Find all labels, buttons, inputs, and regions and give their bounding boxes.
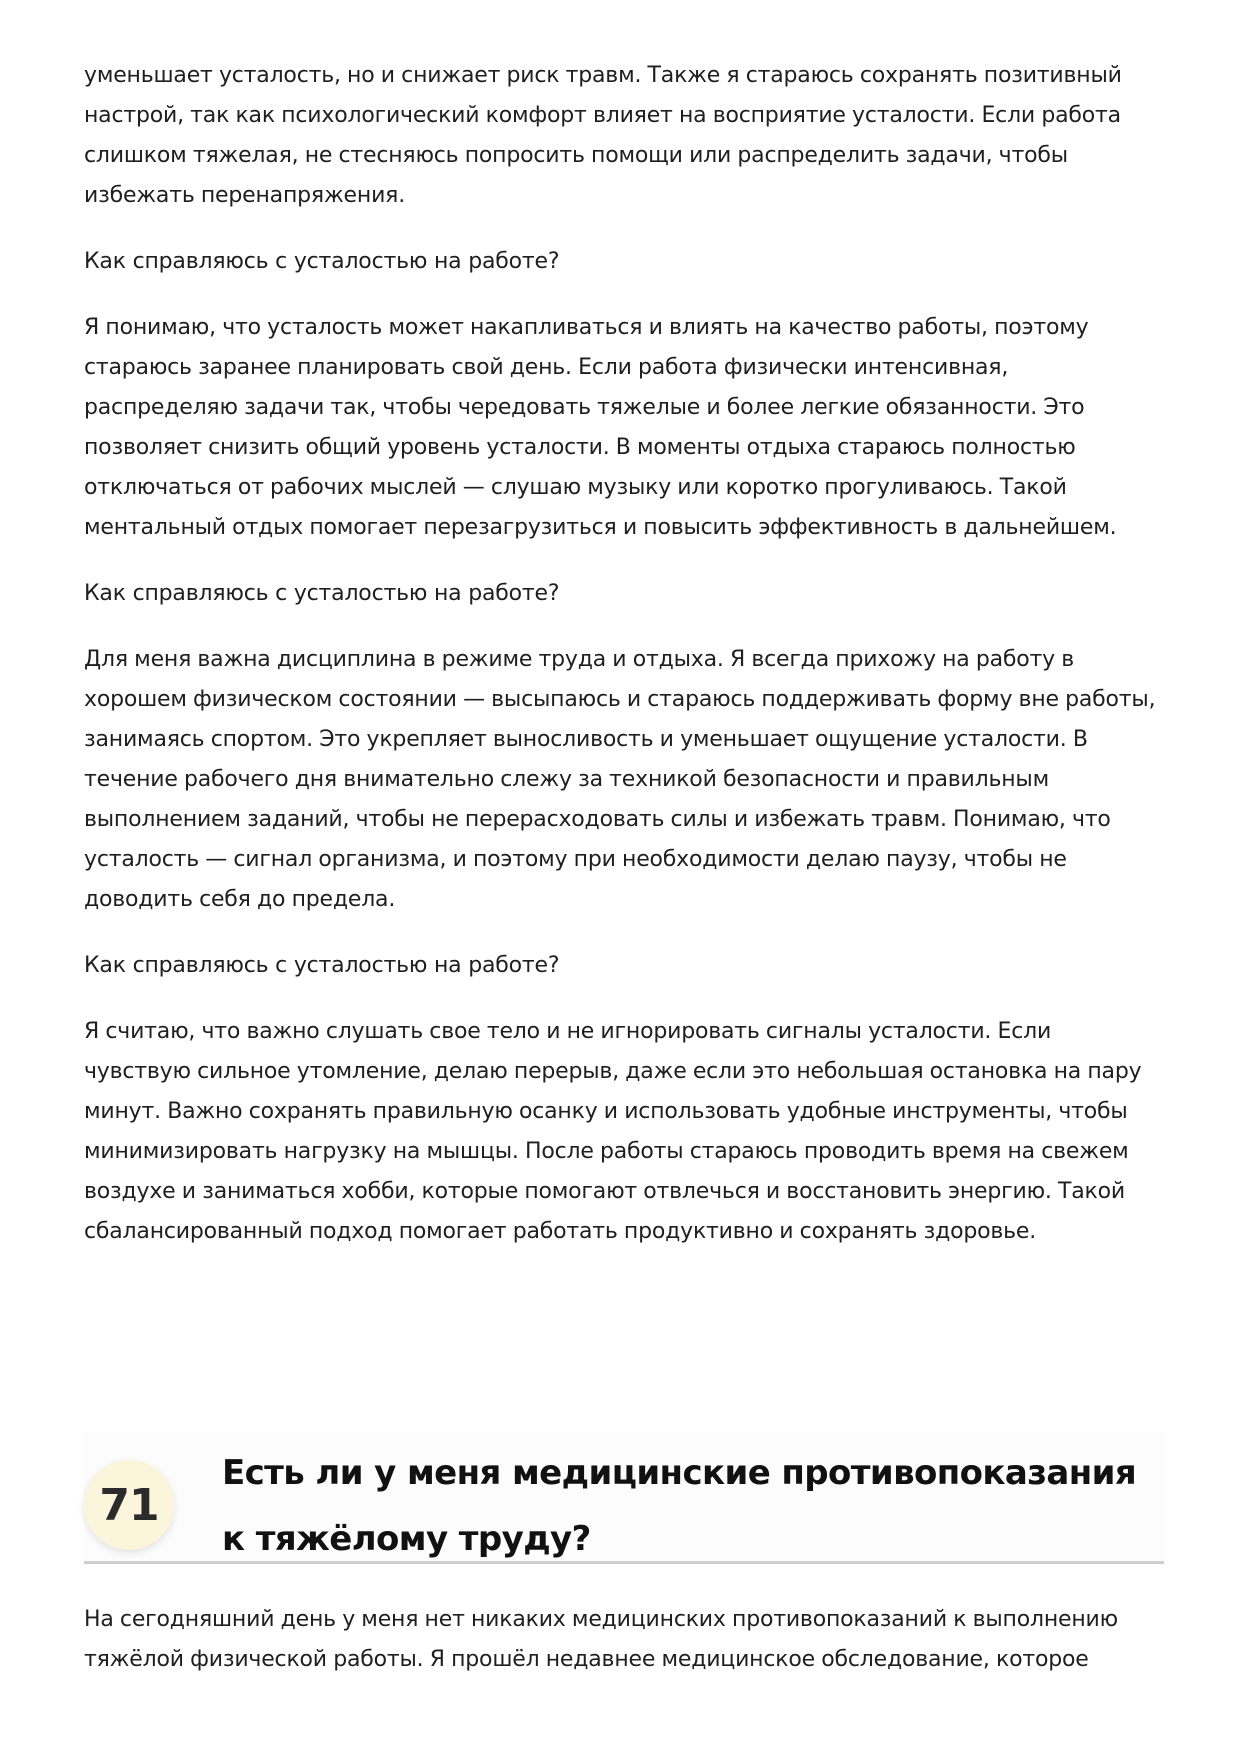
answer-paragraph: Я считаю, что важно слушать свое тело и не игнорировать сигналы усталости. Если чувствую сильное утомление, делаю перерыв, даже если это небольшая остановка на пару минут. Важно сохранять правильную осанку и использовать удобные инструменты, чтобы минимизировать нагрузку на мышцы. После работы стараюсь проводить время на свежем воздухе и заниматься хобби, которые помогают отвлечься и восстановить энергию. Такой сбалансированный подход помогает работать продуктивно и сохранять здоровье. <box>84 1019 1142 1244</box>
answer-paragraph: Для меня важна дисциплина в режиме труда и отдыха. Я всегда прихожу на работу в хорошем физическом состоянии — высыпаюсь и стараюсь поддерживать форму вне работы, занимаясь спортом. Это укрепляет выносливость и уменьшает ощущение усталости. В течение рабочего дня внимательно слежу за техникой безопасности и правильным выполнением заданий, чтобы не перерасходовать силы и избежать травм. Понимаю, что усталость — сигнал организма, и поэтому при необходимости делаю паузу, чтобы не доводить себя до предела. <box>84 647 1156 912</box>
section-header <box>84 1432 1164 1564</box>
document-body <box>84 56 1164 1278</box>
section-content <box>84 1600 1164 1706</box>
section-title: Есть ли у меня медицинские противопоказания к тяжёлому труду? <box>222 1453 1137 1559</box>
answer-paragraph: На сегодняшний день у меня нет никаких медицинских противопоказаний к выполнению тяжёлой физической работы. Я прошёл недавнее медицинское обследование, которое <box>84 1607 1118 1672</box>
answer-paragraph: Я понимаю, что усталость может накапливаться и влиять на качество работы, поэтому стараюсь заранее планировать свой день. Если работа физически интенсивная, распределяю задачи так, чтобы чередовать тяжелые и более легкие обязанности. Это позволяет снизить общий уровень усталости. В моменты отдыха стараюсь полностью отключаться от рабочих мыслей — слушаю музыку или коротко прогуливаюсь. Такой ментальный отдых помогает перезагрузиться и повысить эффективность в дальнейшем. <box>84 315 1117 540</box>
question-heading: Как справляюсь с усталостью на работе? <box>84 581 560 606</box>
section-number-badge: 71 <box>84 1460 174 1550</box>
answer-paragraph: уменьшает усталость, но и снижает риск травм. Также я стараюсь сохранять позитивный настрой, так как психологический комфорт влияет на восприятие усталости. Если работа слишком тяжелая, не стесняюсь попросить помощи или распределить задачи, чтобы избежать перенапряжения. <box>84 63 1122 208</box>
question-heading: Как справляюсь с усталостью на работе? <box>84 953 560 978</box>
question-heading: Как справляюсь с усталостью на работе? <box>84 249 560 274</box>
